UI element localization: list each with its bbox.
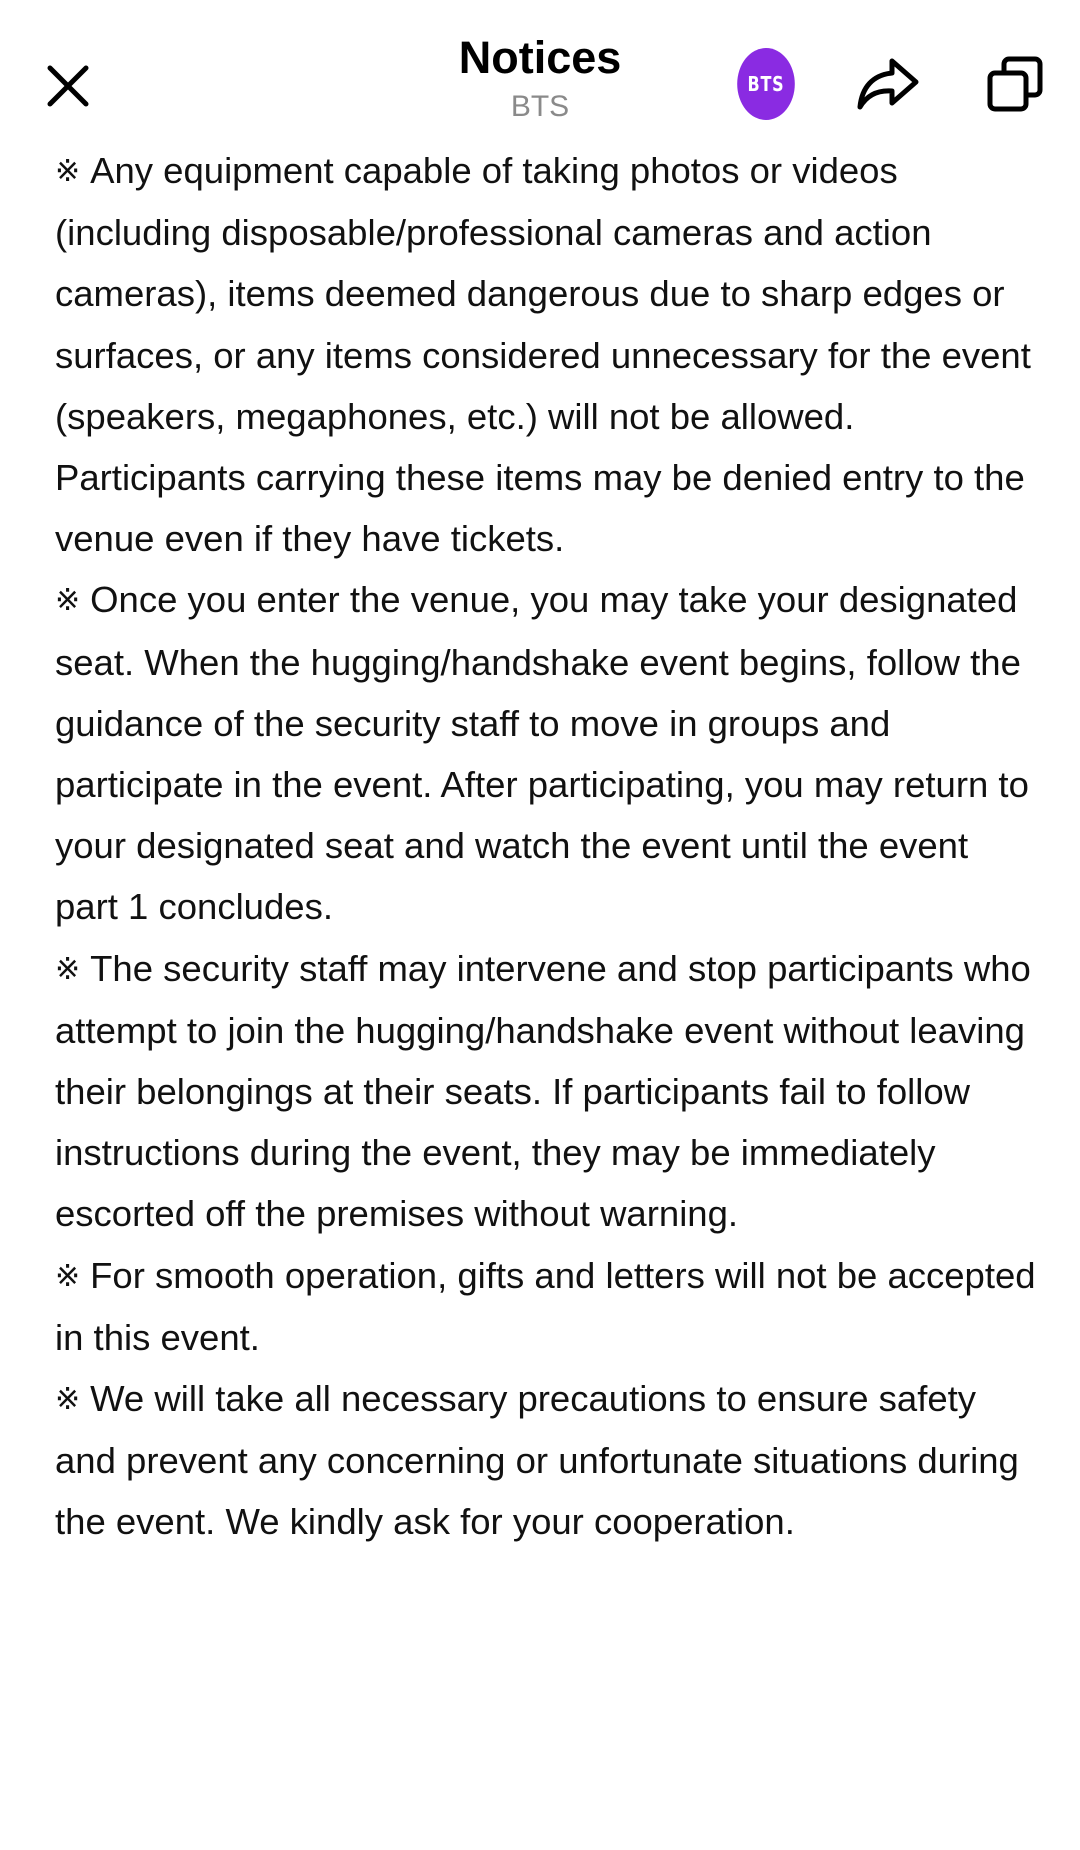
copy-button[interactable] (980, 50, 1050, 118)
share-button[interactable] (852, 50, 924, 118)
notice-text: We will take all necessary precautions to ensure safety and prevent any concerning or unfortunate situations during the event. We kindly ask for your cooperation. (55, 1378, 1019, 1543)
top-bar (0, 0, 1080, 140)
artist-avatar-button[interactable]: BTS (737, 48, 795, 120)
notice-text: For smooth operation, gifts and letters will not be accepted in this event. (55, 1254, 1036, 1358)
copy-icon (986, 55, 1044, 113)
share-icon (856, 56, 920, 112)
notice-item (55, 1245, 1040, 1368)
notice-item (55, 1368, 1040, 1553)
page-title: Notices (458, 32, 622, 83)
notice-text: Once you enter the venue, you may take your designated seat. When the hugging/handshake event begins, follow the guidance of the security staff to move in groups and participate in the event. After participating, you may return to your designated seat and watch the event until the event part 1 concludes. (55, 579, 1029, 928)
bullet-mark: ※ (55, 155, 81, 188)
bullet-mark: ※ (55, 952, 81, 986)
notice-text: The security staff may intervene and stop participants who attempt to join the hugging/handshake event without leaving their belongings at their seats. If participants fail to follow instructions during the event, they may be immediately escorted off the premises without warning. (55, 947, 1031, 1235)
notice-text: Any equipment capable of taking photos or videos (including disposable/professional cameras and action cameras), items deemed dangerous due to sharp edges or surfaces, or any items considered unnecessary for the event (speakers, megaphones, etc.) will not be allowed. Participants carrying these items may be denied entry to the venue even if they have tickets. (55, 150, 1031, 560)
bullet-mark: ※ (55, 584, 81, 618)
notice-item (55, 569, 1040, 937)
title-block (340, 28, 740, 124)
notice-item (55, 938, 1040, 1245)
notice-item (55, 140, 1040, 569)
notice-content (55, 140, 1040, 1553)
page-subtitle: BTS (510, 90, 570, 123)
bullet-mark: ※ (55, 1259, 81, 1293)
close-button[interactable] (40, 58, 96, 114)
bullet-mark: ※ (55, 1383, 81, 1417)
close-icon (44, 62, 92, 110)
